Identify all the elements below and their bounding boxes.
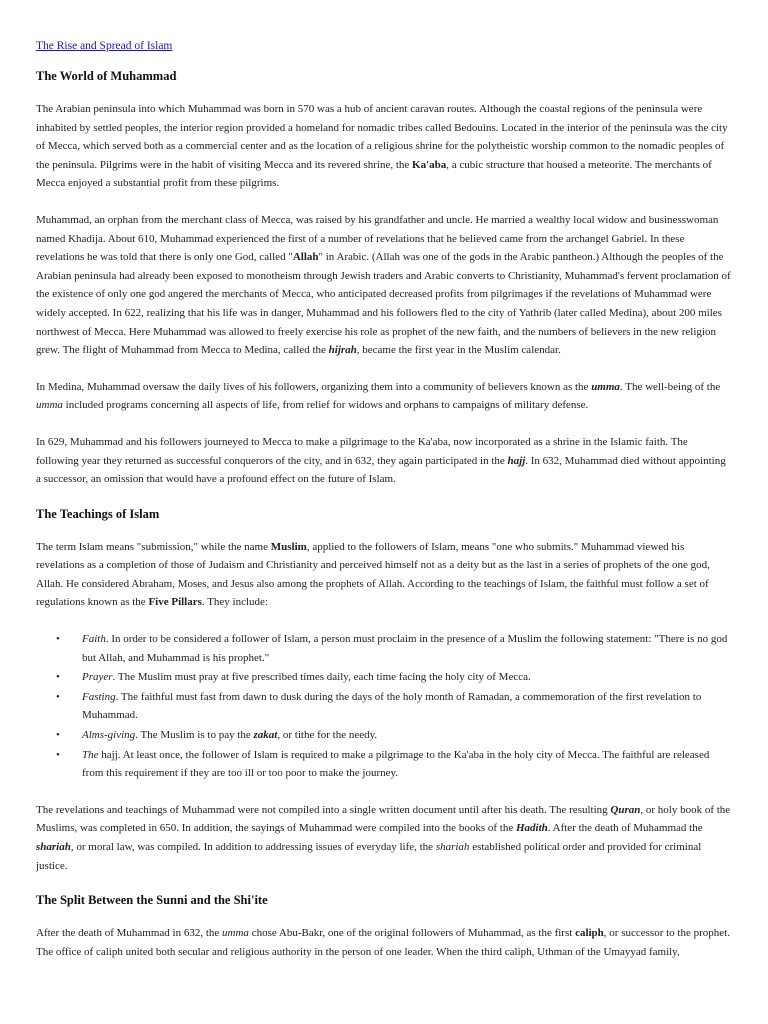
five-pillars-list [36,630,732,783]
paragraph: After the death of Muhammad in 632, the umma chose Abu-Bakr, one of the original followers of Muhammad, as the first caliph, or successor to the prophet. The office of caliph united both secular and religious authority in the person of one leader. When the third caliph, Uthman of the Umayyad family, [36,927,730,958]
bullet-icon: • [56,748,60,761]
bullet-icon: • [56,690,60,703]
list-item: • Faith. In order to be considered a follower of Islam, a person must proclaim in the presence of a Muslim the following statement: "There is no god but Allah, and Muhammad is his prophet." [36,630,732,667]
paragraph: In 629, Muhammad and his followers journeyed to Mecca to make a pilgrimage to the Ka'aba, now incorporated as a shrine in the Islamic faith. The following year they returned as successful conquerors of the city, and in 632, they again participated in the hajj. In 632, Muhammad died without appointing a successor, an omission that would have a profound effect on the future of Islam. [36,435,726,486]
section-heading-teachings: The Teachings of Islam [36,506,160,521]
list-item: • Prayer. The Muslim must pray at five prescribed times daily, each time facing the holy city of Mecca. [36,668,732,687]
list-item: • Alms-giving. The Muslim is to pay the zakat, or tithe for the needy. [36,726,732,745]
paragraph: Muhammad, an orphan from the merchant class of Mecca, was raised by his grandfather and uncle. He married a wealthy local widow and businesswoman named Khadija. About 610, Muhammad experienced the first of a number of revelations that he believed came from the archangel Gabriel. In these revelations he was told that there is only one God, called "Allah" in Arabic. (Allah was one of the gods in the Arabic pantheon.) Although the peoples of the Arabian peninsula had already been exposed to monotheism through Jewish traders and Arabic converts to Christianity, Muhammad's fervent proclamation of the existence of only one god angered the merchants of Mecca, who anticipated decreased profits from pilgrimages if the revelations of Muhammad were widely accepted. In 622, realizing that his life was in danger, Muhammad and his followers fled to the city of Yathrib (later called Medina), about 200 miles northwest of Mecca. Here Muhammad was allowed to freely exercise his role as prophet of the new faith, and the numbers of believers in the new religion grew. The flight of Muhammad from Mecca to Medina, called the hijrah, became the first year in the Muslim calendar. [36,213,731,357]
paragraph: The revelations and teachings of Muhammad were not compiled into a single written document until after his death. The resulting Quran, or holy book of the Muslims, was completed in 650. In addition, the sayings of Muhammad were compiled into the books of the Hadith. After the death of Muhammad the shariah, or moral law, was compiled. In addition to addressing issues of everyday life, the shariah established political order and provided for criminal justice. [36,803,731,872]
list-item: • The hajj. At least once, the follower of Islam is required to make a pilgrimage to the Ka'aba in the holy city of Mecca. The faithful are released from this requirement if they are too ill or too poor to make the journey. [36,746,732,783]
bullet-icon: • [56,633,60,646]
section-heading-world: The World of Muhammad [36,69,177,83]
bullet-icon: • [56,671,60,684]
paragraph: The Arabian peninsula into which Muhammad was born in 570 was a hub of ancient caravan routes. Although the coastal regions of the peninsula were inhabited by settled peoples, the interior region provided a homeland for nomadic tribes called Bedouins. Located in the interior of the peninsula was the city of Mecca, which served both as a commercial center and as the location of a religious shrine for the polytheistic worship common to the nomadic peoples of the peninsula. Pilgrims were in the habit of visiting Mecca and its revered shrine, the Ka'aba, a cubic structure that housed a meteorite. The merchants of Mecca enjoyed a substantial profit from these pilgrims. [36,103,728,190]
list-item: • Fasting. The faithful must fast from dawn to dusk during the days of the holy month of Ramadan, a commemoration of the first revelation to Muhammad. [36,688,732,725]
paragraph: In Medina, Muhammad oversaw the daily lives of his followers, organizing them into a community of believers known as the umma. The well-being of the umma included programs concerning all aspects of life, from relief for widows and orphans to campaigns of military defense. [36,380,721,412]
paragraph: The term Islam means "submission," while the name Muslim, applied to the followers of Islam, means "one who submits." Muhammad viewed his revelations as a completion of those of Judaism and Christianity and perceived himself not as a deity but as the last in a series of prophets of the one god, Allah. He considered Abraham, Moses, and Jesus also among the prophets of Allah. According to the teachings of Islam, the faithful must follow a set of regulations known as the Five Pillars. They include: [36,540,710,609]
section-heading-split: The Split Between the Sunni and the Shi'ite [36,893,268,908]
bullet-icon: • [56,729,60,742]
title-link[interactable]: The Rise and Spread of Islam [36,40,173,52]
